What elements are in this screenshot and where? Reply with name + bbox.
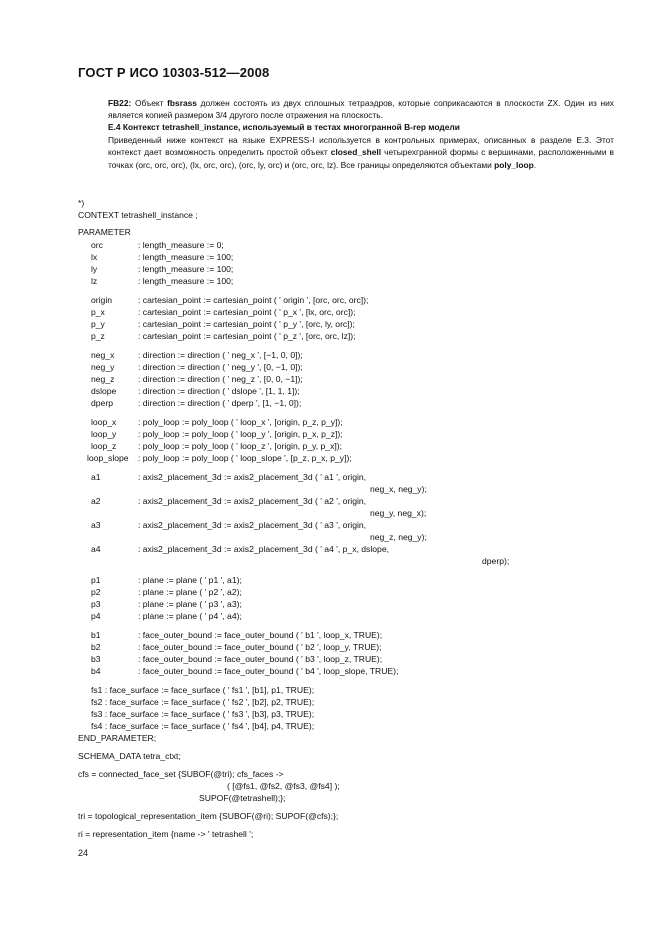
- code-param-def: : face_outer_bound := face_outer_bound ( ' b1 ', loop_x, TRUE);: [138, 630, 383, 640]
- section-title: E.4 Контекст tetrashell_instance, используемый в тестах многогранной B-rep модели: [108, 122, 460, 132]
- code-param-name: p1: [91, 575, 101, 585]
- code-param-def: : plane := plane ( ' p2 ', a2);: [138, 587, 242, 597]
- code-line: ri = representation_item {name -> ' tetrashell ';: [78, 829, 254, 839]
- code-param-name: neg_y: [91, 362, 115, 372]
- code-param-name: orc: [91, 240, 103, 250]
- code-line: fs4 : face_surface := face_surface ( ' fs4 ', [b4], p4, TRUE);: [91, 721, 315, 731]
- code-param-def: : length_measure := 100;: [138, 264, 234, 274]
- page-number: 24: [78, 848, 89, 858]
- code-param-def: : length_measure := 100;: [138, 252, 234, 262]
- code-param-def: : length_measure := 0;: [138, 240, 224, 250]
- code-param-name: origin: [91, 295, 113, 305]
- code-continuation: SUPOF(@tetrashell);};: [199, 793, 286, 803]
- context-text-1: Приведенный ниже контекст на языке EXPRESS-I используется в контрольных примерах, описанных в разделе E.3. Этот контекст дает возможность определить простой объект: [108, 135, 614, 158]
- context-text-3: .: [533, 159, 537, 170]
- code-param-def: : direction := direction ( ' dperp ', [1, −1, 0]);: [138, 398, 302, 408]
- code-param-name: loop_y: [91, 429, 117, 439]
- code-param-name: a3: [91, 520, 101, 530]
- code-param-name: dslope: [91, 386, 117, 396]
- fb22-text-2: должен состоять из двух сплошных тетраэдров, которые соприкасаются в плоскости ZX. Один из них является копией размером 3/4 другого после отражения на плоскость.: [108, 98, 614, 121]
- code-param-def: : axis2_placement_3d := axis2_placement_3d ( ' a3 ', origin,: [138, 520, 367, 530]
- code-param-def: : poly_loop := poly_loop ( ' loop_y ', [origin, p_x, p_z]);: [138, 429, 343, 439]
- code-continuation: neg_y, neg_x);: [370, 508, 427, 518]
- code-param-def: : face_outer_bound := face_outer_bound ( ' b2 ', loop_y, TRUE);: [138, 642, 382, 652]
- code-line: cfs = connected_face_set {SUBOF(@tri); cfs_faces ->: [78, 769, 284, 779]
- code-continuation: dperp);: [482, 556, 510, 566]
- document-header: ГОСТ Р ИСО 10303-512—2008: [78, 65, 270, 80]
- code-param-def: : direction := direction ( ' dslope ', [1, 1, 1]);: [138, 386, 300, 396]
- code-param-name: neg_z: [91, 374, 115, 384]
- code-param-name: p_y: [91, 319, 105, 329]
- code-line: fs2 : face_surface := face_surface ( ' fs2 ', [b2], p2, TRUE);: [91, 697, 315, 707]
- code-param-def: : cartesian_point := cartesian_point ( ' origin ', [orc, orc, orc]);: [138, 295, 369, 305]
- code-param-def: : face_outer_bound := face_outer_bound ( ' b4 ', loop_slope, TRUE);: [138, 666, 399, 676]
- code-line: END_PARAMETER;: [78, 733, 157, 743]
- code-param-name: lx: [91, 252, 98, 262]
- code-param-def: : direction := direction ( ' neg_x ', [−1, 0, 0]);: [138, 350, 303, 360]
- code-param-def: : poly_loop := poly_loop ( ' loop_z ', [origin, p_y, p_x]);: [138, 441, 343, 451]
- code-param-def: : length_measure := 100;: [138, 276, 234, 286]
- code-param-def: : cartesian_point := cartesian_point ( ' p_z ', [orc, orc, lz]);: [138, 331, 356, 341]
- code-param-name: loop_slope: [87, 453, 129, 463]
- code-continuation: ( [@fs1, @fs2, @fs3, @fs4] );: [227, 781, 340, 791]
- code-param-name: dperp: [91, 398, 113, 408]
- code-param-name: ly: [91, 264, 98, 274]
- code-param-name: b2: [91, 642, 101, 652]
- code-param-def: : cartesian_point := cartesian_point ( ' p_y ', [orc, ly, orc]);: [138, 319, 355, 329]
- code-param-def: : plane := plane ( ' p4 ', a4);: [138, 611, 242, 621]
- code-param-def: : direction := direction ( ' neg_y ', [0, −1, 0]);: [138, 362, 303, 372]
- code-param-name: b4: [91, 666, 101, 676]
- code-param-name: a1: [91, 472, 101, 482]
- code-param-name: a4: [91, 544, 101, 554]
- code-param-name: p3: [91, 599, 101, 609]
- code-param-name: p2: [91, 587, 101, 597]
- code-param-def: : axis2_placement_3d := axis2_placement_3d ( ' a1 ', origin,: [138, 472, 367, 482]
- code-param-def: : face_outer_bound := face_outer_bound ( ' b3 ', loop_z, TRUE);: [138, 654, 383, 664]
- code-param-name: loop_z: [91, 441, 117, 451]
- code-line: SCHEMA_DATA tetra_ctxt;: [78, 751, 181, 761]
- code-param-def: : plane := plane ( ' p1 ', a1);: [138, 575, 242, 585]
- code-param-def: : poly_loop := poly_loop ( ' loop_x ', [origin, p_z, p_y]);: [138, 417, 343, 427]
- code-param-def: : axis2_placement_3d := axis2_placement_3d ( ' a2 ', origin,: [138, 496, 367, 506]
- code-param-name: neg_x: [91, 350, 115, 360]
- code-param-def: : cartesian_point := cartesian_point ( ' p_x ', [lx, orc, orc]);: [138, 307, 356, 317]
- fb22-label: FB22:: [108, 98, 132, 108]
- fb22-text-1: Объект: [131, 98, 168, 108]
- code-param-def: : axis2_placement_3d := axis2_placement_3d ( ' a4 ', p_x, dslope,: [138, 544, 389, 554]
- code-line: fs3 : face_surface := face_surface ( ' fs3 ', [b3], p3, TRUE);: [91, 709, 315, 719]
- code-line: CONTEXT tetrashell_instance ;: [78, 210, 198, 220]
- code-param-name: p_z: [91, 331, 105, 341]
- code-param-def: : plane := plane ( ' p3 ', a3);: [138, 599, 242, 609]
- code-param-name: b3: [91, 654, 101, 664]
- code-continuation: neg_x, neg_y);: [370, 484, 427, 494]
- code-param-def: : direction := direction ( ' neg_z ', [0, 0, −1]);: [138, 374, 303, 384]
- code-param-name: b1: [91, 630, 101, 640]
- fb22-object-name: fbsrass: [167, 98, 197, 108]
- code-param-name: p4: [91, 611, 101, 621]
- poly-loop-term: poly_loop: [494, 159, 534, 170]
- context-text-2: четырехгранной формы с вершинами, расположенными в точках (orc, orc, orc), (lx, orc, orc), (orc, ly, orc) и (orc, orc, lz). Все границы определяются объектами: [108, 147, 614, 170]
- code-line: *): [78, 198, 85, 208]
- code-param-def: : poly_loop := poly_loop ( ' loop_slope ', [p_z, p_x, p_y]);: [138, 453, 352, 463]
- closed-shell-term: closed_shell: [330, 147, 382, 158]
- code-param-name: lz: [91, 276, 98, 286]
- code-line: tri = topological_representation_item {SUBOF(@ri); SUPOF(@cfs);};: [78, 811, 339, 821]
- code-line: fs1 : face_surface := face_surface ( ' fs1 ', [b1], p1, TRUE);: [91, 685, 315, 695]
- code-param-name: p_x: [91, 307, 105, 317]
- code-line: PARAMETER: [78, 227, 131, 237]
- code-param-name: loop_x: [91, 417, 117, 427]
- code-continuation: neg_z, neg_y);: [370, 532, 427, 542]
- code-param-name: a2: [91, 496, 101, 506]
